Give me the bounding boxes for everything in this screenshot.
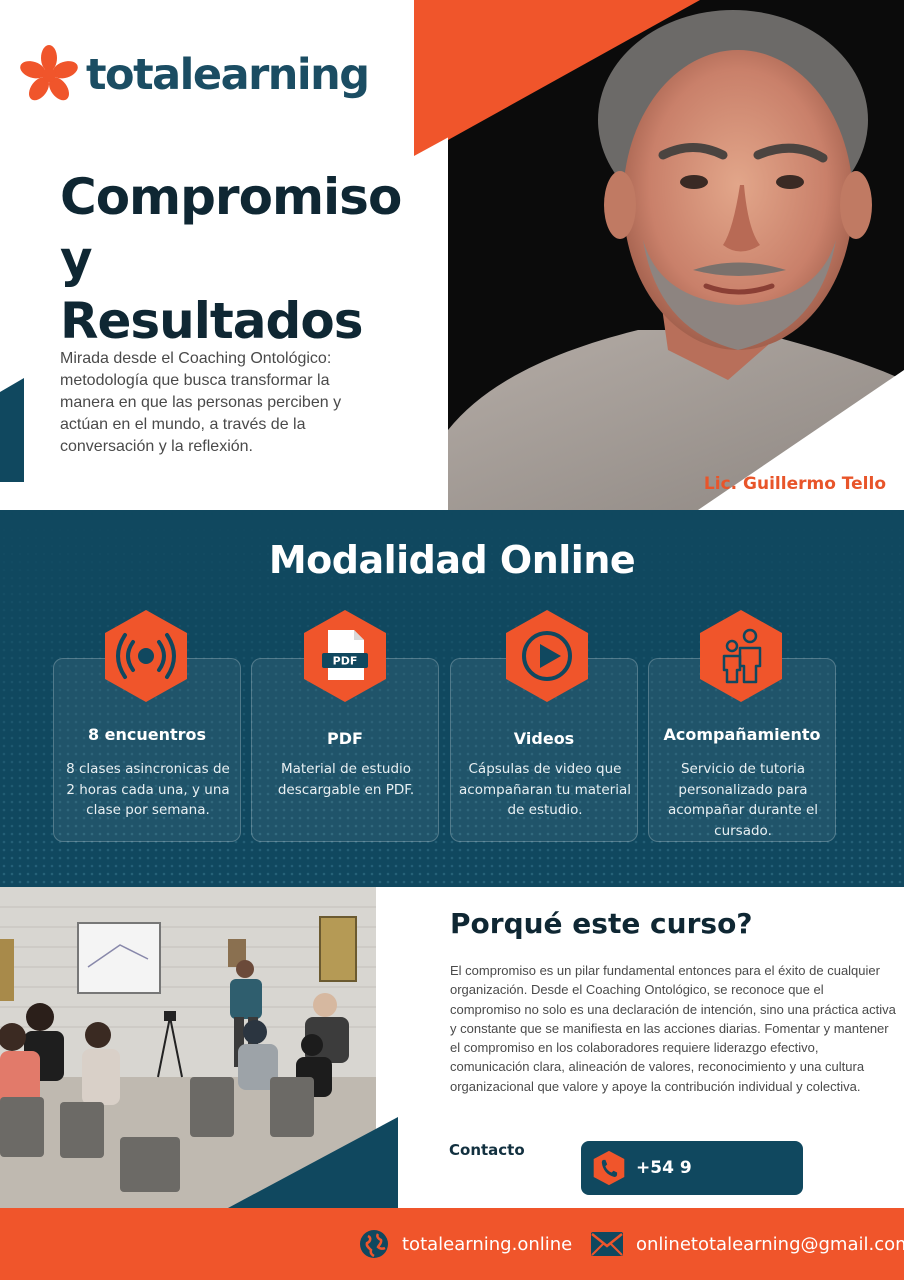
logo-wordmark: totalearning <box>86 50 369 100</box>
card-title: PDF <box>327 729 363 748</box>
card-text: Servicio de tutoria personalizado para acompañar durante el cursado. <box>667 761 819 839</box>
website-link[interactable] <box>358 1227 572 1261</box>
left-navy-accent <box>0 378 24 482</box>
people-icon <box>698 608 784 704</box>
modalidad-section <box>0 510 904 887</box>
card-title: Videos <box>513 729 575 748</box>
broadcast-icon <box>103 608 189 704</box>
asterisk-logo-icon <box>18 44 80 106</box>
navy-diagonal-band <box>0 887 420 1208</box>
card-text: Cápsulas de video que acompañaran tu material de estudio. <box>459 761 631 818</box>
globe-icon <box>358 1228 390 1260</box>
title-line-1: Compromiso y <box>60 168 402 288</box>
pdf-icon <box>302 608 388 704</box>
logo <box>18 44 369 106</box>
why-section <box>0 887 904 1208</box>
modalidad-title: Modalidad Online <box>268 538 636 582</box>
phone-button[interactable] <box>581 1141 803 1195</box>
presenter-photo <box>448 0 904 510</box>
website-text: totalearning.online <box>402 1233 573 1255</box>
title-line-2: Resultados <box>60 292 363 350</box>
footer <box>0 1208 913 1280</box>
envelope-icon <box>590 1231 624 1257</box>
contact-label: Contacto <box>449 1141 525 1159</box>
phone-icon <box>591 1150 627 1186</box>
card-title: 8 encuentros <box>87 725 207 744</box>
hero-description: Mirada desde el Coaching Ontológico: metodología que busca transformar la manera en que las personas perciben y actúan en el mundo, a través de la conversación y la reflexión. <box>60 350 342 455</box>
page-title <box>60 166 440 352</box>
card-title: Acompañamiento <box>663 725 821 744</box>
email-text: onlinetotalearning@gmail.com <box>636 1233 913 1255</box>
pdf-icon-label: PDF <box>332 654 358 668</box>
phone-number: +54 9 <box>636 1158 692 1178</box>
why-title: Porqué este curso? <box>450 907 753 940</box>
why-text: El compromiso es un pilar fundamental entonces para el éxito de cualquier organización. Desde el Coaching Ontológico, se reconoce que el compromiso no solo es una declaración de intención, sino una práctica activa y constante que se manifiesta en las acciones diarias. Fomentar y mantener el compromiso en los colaboradores requiere liderazgo efectivo, comunicación clara, alineación de valores, reconocimiento y una cultura organizacional que valore y apoye la contribución individual y colectiva. <box>450 963 896 1094</box>
play-icon <box>504 608 590 704</box>
presenter-name: Lic. Guillermo Tello <box>703 474 886 494</box>
card-text: Material de estudio descargable en PDF. <box>277 761 415 798</box>
email-link[interactable] <box>590 1227 913 1261</box>
hero-section <box>0 0 904 510</box>
card-text: 8 clases asincronicas de 2 horas cada una, y una clase por semana. <box>66 761 230 818</box>
